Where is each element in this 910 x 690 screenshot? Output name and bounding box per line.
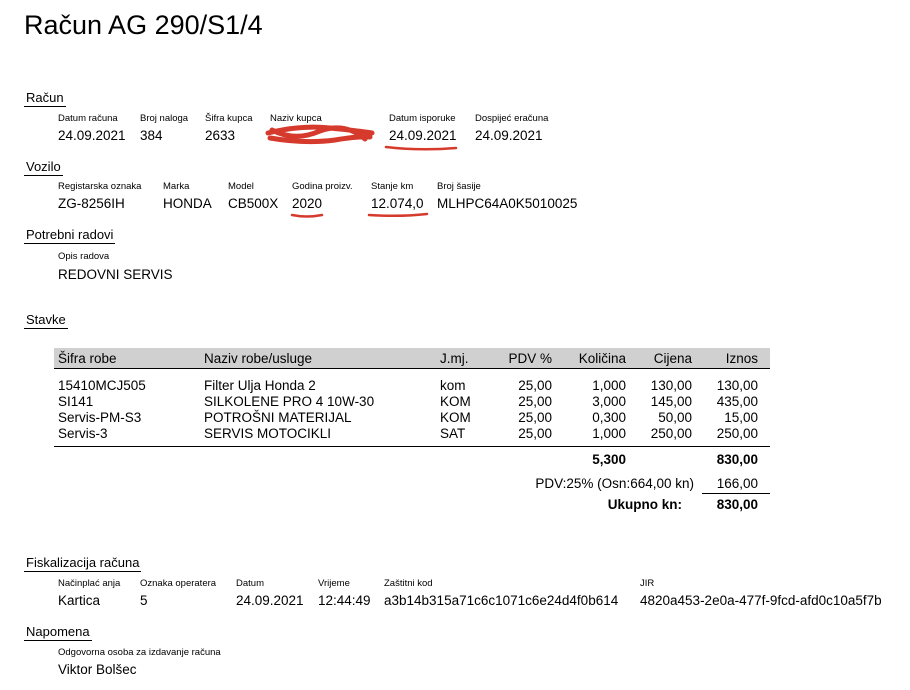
col-jmj: J.mj. (440, 351, 469, 366)
vozilo-label-marka: Marka (163, 181, 190, 192)
cell-sifra: 15410MCJ505 (58, 378, 146, 393)
cell-sifra: SI141 (58, 394, 94, 409)
cell-naziv: POTROŠNI MATERIJAL (204, 410, 352, 425)
racun-value-dospijece: 24.09.2021 (475, 128, 543, 143)
cell-cijena: 145,00 (650, 394, 692, 409)
fisk-label-vrijeme: Vrijeme (318, 578, 350, 589)
section-vozilo-heading: Vozilo (26, 159, 61, 174)
underline-stanje-km (369, 214, 427, 216)
fisk-label-datum: Datum (236, 578, 264, 589)
vozilo-label-stanje-km: Stanje km (371, 181, 414, 192)
pdv-amount: 166,00 (716, 476, 758, 491)
fisk-label-oznaka-operatera: Oznaka operatera (140, 578, 217, 589)
section-stavke-heading: Stavke (26, 312, 66, 327)
col-naziv: Naziv robe/usluge (204, 351, 313, 366)
vozilo-label-model: Model (228, 181, 254, 192)
fisk-value-vrijeme: 12:44:49 (318, 593, 371, 608)
cell-kolicina: 3,000 (592, 394, 626, 409)
cell-iznos: 250,00 (716, 426, 758, 441)
cell-pdv: 25,00 (518, 378, 552, 393)
cell-sifra: Servis-PM-S3 (58, 410, 142, 425)
underline-datum-isporuke (386, 147, 456, 149)
racun-label-sifra-kupca: Šifra kupca (205, 113, 253, 124)
cell-jmj: KOM (440, 410, 471, 425)
cell-sifra: Servis-3 (58, 426, 108, 441)
cell-pdv: 25,00 (518, 394, 552, 409)
section-fiskalizacija-heading: Fiskalizacija računa (26, 555, 140, 570)
cell-naziv: SERVIS MOTOCIKLI (204, 426, 332, 441)
vozilo-value-stanje-km: 12.074,0 (371, 196, 424, 211)
ukupno-label: Ukupno kn: (607, 497, 682, 512)
cell-cijena: 130,00 (650, 378, 692, 393)
radovi-value: REDOVNI SERVIS (58, 267, 173, 282)
racun-label-datum-isporuke: Datum isporuke (389, 113, 456, 124)
racun-value-datum: 24.09.2021 (58, 128, 126, 143)
vozilo-value-marka: HONDA (163, 196, 212, 211)
fisk-label-jir: JIR (640, 578, 655, 589)
cell-pdv: 25,00 (518, 410, 552, 425)
fisk-label-nacin-placanja: Načinplać anja (58, 578, 121, 589)
col-cijena: Cijena (653, 351, 692, 366)
cell-iznos: 130,00 (716, 378, 758, 393)
vozilo-label-godina: Godina proizv. (292, 181, 353, 192)
fisk-value-nacin-placanja: Kartica (58, 593, 101, 608)
cell-kolicina: 1,000 (592, 378, 626, 393)
invoice-title: Račun AG 290/S1/4 (24, 10, 263, 40)
fisk-label-zastitni-kod: Zaštitni kod (384, 578, 433, 589)
cell-iznos: 15,00 (724, 410, 758, 425)
fisk-value-jir: 4820a453-2e0a-477f-9fcd-afd0c10a5f7b (640, 593, 882, 608)
vozilo-label-broj-sasije: Broj šasije (437, 181, 481, 192)
redaction-scribble (268, 127, 372, 141)
pdv-label: PDV:25% (Osn:664,00 kn) (535, 476, 694, 491)
racun-label-naziv-kupca: Naziv kupca (270, 113, 322, 124)
cell-naziv: SILKOLENE PRO 4 10W-30 (204, 394, 375, 409)
vozilo-value-model: CB500X (228, 196, 279, 211)
racun-value-datum-isporuke: 24.09.2021 (389, 128, 457, 143)
section-napomena-heading: Napomena (26, 624, 90, 639)
cell-cijena: 50,00 (658, 410, 692, 425)
col-sifra-robe: Šifra robe (58, 351, 117, 366)
section-racun-heading: Račun (26, 90, 64, 105)
fisk-value-zastitni-kod: a3b14b315a71c6c1071c6e24d4f0b614 (384, 593, 619, 608)
cell-kolicina: 0,300 (592, 410, 626, 425)
fisk-value-oznaka-operatera: 5 (140, 593, 148, 608)
ukupno-amount: 830,00 (716, 497, 758, 512)
col-iznos: Iznos (725, 351, 758, 366)
racun-label-datum: Datum računa (58, 113, 118, 124)
radovi-label: Opis radova (58, 251, 110, 262)
vozilo-label-registarska: Registarska oznaka (58, 181, 142, 192)
vozilo-value-registarska: ZG-8256IH (58, 196, 125, 211)
cell-jmj: KOM (440, 394, 471, 409)
napomena-label: Odgovorna osoba za izdavanje računa (58, 647, 221, 658)
underline-godina (292, 215, 322, 217)
napomena-value: Viktor Bolšec (58, 662, 137, 677)
total-quantity: 5,300 (592, 452, 626, 467)
racun-value-sifra-kupca: 2633 (205, 128, 236, 143)
cell-jmj: kom (440, 378, 466, 393)
vozilo-value-broj-sasije: MLHPC64A0K5010025 (437, 196, 578, 211)
vozilo-value-godina: 2020 (292, 196, 323, 211)
cell-pdv: 25,00 (518, 426, 552, 441)
cell-iznos: 435,00 (716, 394, 758, 409)
cell-naziv: Filter Ulja Honda 2 (204, 378, 316, 393)
racun-value-broj-naloga: 384 (140, 128, 163, 143)
col-pdv: PDV % (508, 351, 552, 366)
fisk-value-datum: 24.09.2021 (236, 593, 304, 608)
cell-jmj: SAT (440, 426, 466, 441)
racun-label-dospijece: Dospijeć eračuna (475, 113, 549, 124)
racun-label-broj-naloga: Broj naloga (140, 113, 189, 124)
cell-kolicina: 1,000 (592, 426, 626, 441)
col-kolicina: Količina (578, 351, 626, 366)
section-radovi-heading: Potrebni radovi (26, 227, 114, 242)
total-amount: 830,00 (716, 452, 758, 467)
cell-cijena: 250,00 (650, 426, 692, 441)
